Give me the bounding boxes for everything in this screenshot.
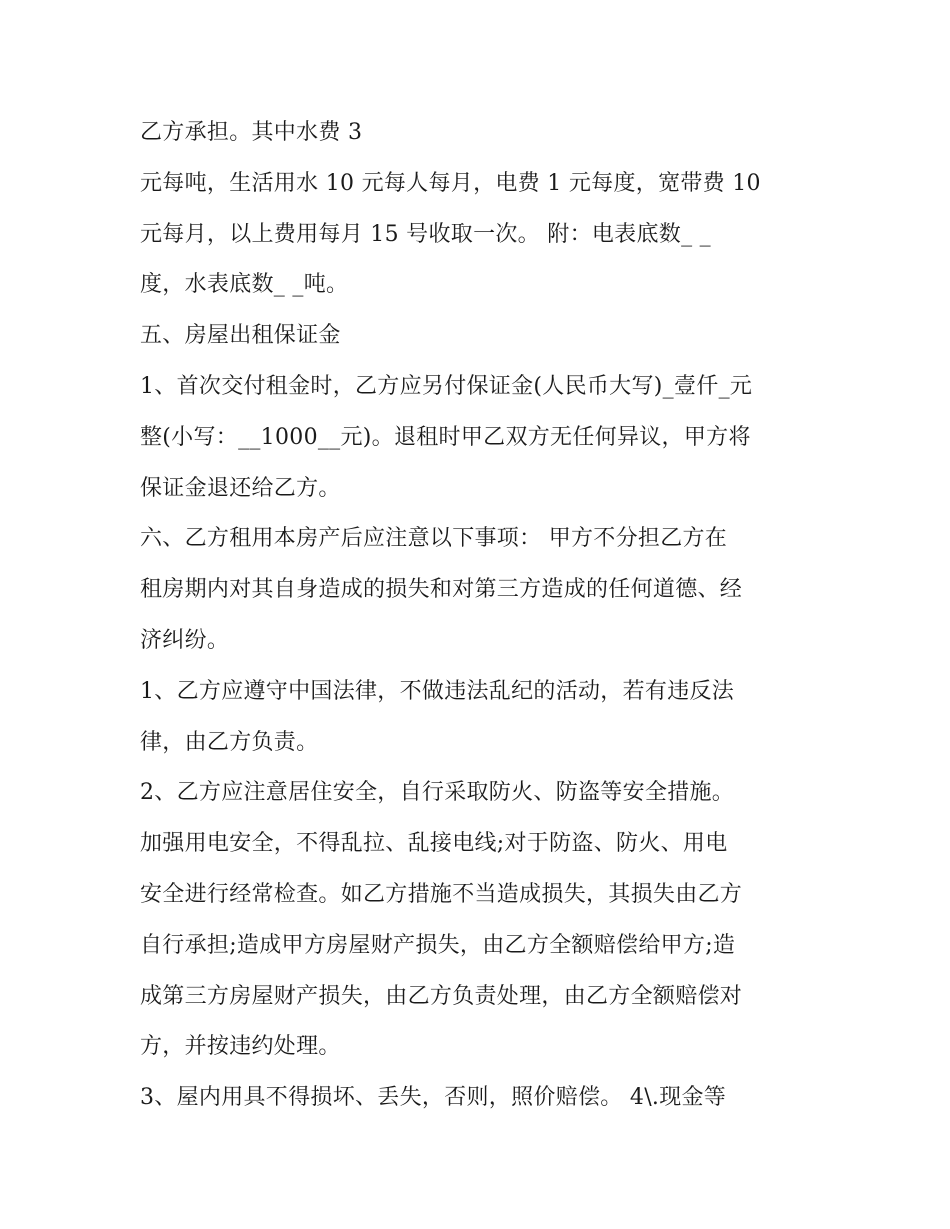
text-line: 1、首次交付租金时，乙方应另付保证金(人民币大写)_壹仟_元 <box>140 373 753 399</box>
text-line: 乙方承担。其中水费 3 <box>140 120 363 145</box>
text-line: 度，水表底数_ _吨。 <box>140 272 349 298</box>
text-line: 元每吨，生活用水 10 元每人每月，电费 1 元每度，宽带费 10 <box>140 170 761 196</box>
text-line: 1、乙方应遵守中国法律，不做违法乱纪的活动，若有违反法 <box>140 678 735 704</box>
text-line: 律，由乙方负责。 <box>140 729 319 755</box>
text-line: 元每月，以上费用每月 15 号收取一次。 附：电表底数_ _ <box>140 221 711 247</box>
text-line: 安全进行经常检查。如乙方措施不当造成损失，其损失由乙方 <box>140 881 743 907</box>
text-line: 保证金退还给乙方。 <box>140 475 341 501</box>
text-line: 自行承担;造成甲方房屋财产损失，由乙方全额赔偿给甲方;造 <box>140 932 736 958</box>
text-line: 租房期内对其自身造成的损失和对第三方造成的任何道德、经 <box>140 577 743 603</box>
section-heading: 六、乙方租用本房产后应注意以下事项： 甲方不分担乙方在 <box>140 526 728 552</box>
text-line: 2、乙方应注意居住安全，自行采取防火、防盗等安全措施。 <box>140 780 735 806</box>
text-line: 成第三方房屋财产损失，由乙方负责处理，由乙方全额赔偿对 <box>140 983 743 1009</box>
text-line: 济纠纷。 <box>140 627 230 653</box>
text-line: 方，并按违约处理。 <box>140 1034 341 1060</box>
text-line: 加强用电安全，不得乱拉、乱接电线;对于防盗、防火、用电 <box>140 831 728 857</box>
text-line: 整(小写：__1000__元)。退租时甲乙双方无任何异议，甲方将 <box>140 424 751 450</box>
document-body <box>140 108 830 1124</box>
text-line: 3、屋内用具不得损坏、丢失，否则，照价赔偿。 4\.现金等 <box>140 1085 727 1111</box>
section-heading: 五、房屋出租保证金 <box>140 323 341 349</box>
